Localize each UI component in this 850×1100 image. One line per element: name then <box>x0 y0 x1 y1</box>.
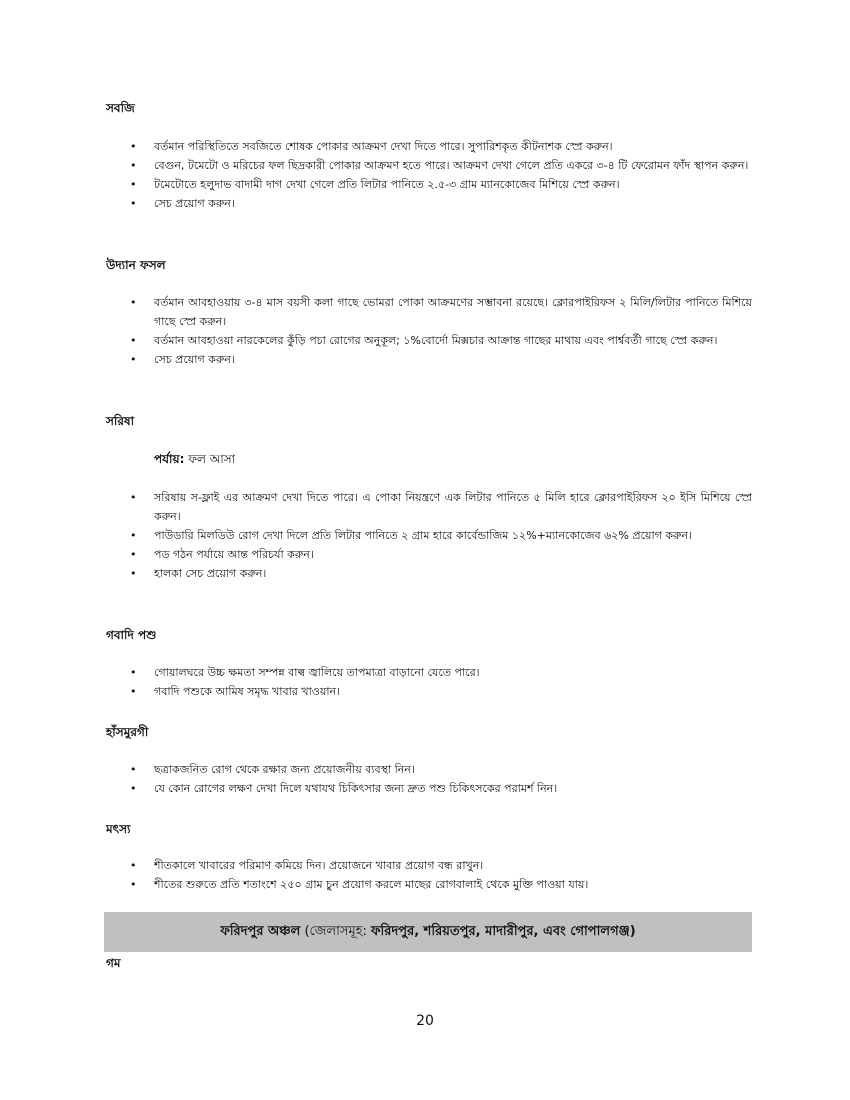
section-heading-fish: মৎস্য <box>106 822 131 836</box>
page-number: 20 <box>416 1013 434 1029</box>
bullet: • <box>130 353 137 366</box>
list-item <box>0 175 752 194</box>
bullet: • <box>130 178 137 191</box>
list-item <box>0 545 752 564</box>
list-item-text: টমেটোতে হলুদাভ বাদামী দাগ দেখা গেলে প্রতি লিটার পানিতে ২.৫-৩ গ্রাম ম্যানকোজেব মিশিয়ে স্প্রে করুন। <box>154 178 620 191</box>
list-item <box>0 760 752 779</box>
bullet: • <box>130 140 137 153</box>
list-item-text: বর্তমান পরিস্থিতিতে সবজিতে শোষক পোকার আক্রমণ দেখা দিতে পারে। সুপারিশকৃত কীটনাশক স্প্রে করুন। <box>154 140 613 153</box>
list-item-text: শীতের শুরুতে প্রতি শতাংশে ২৫০ গ্রাম চুন প্রয়োগ করলে মাছের রোগবালাই থেকে মুক্তি পাওয়া যায়। <box>154 878 589 891</box>
crop-stage-label: পর্যায়: <box>154 452 185 466</box>
bullet: • <box>130 666 137 679</box>
list-item <box>0 350 752 369</box>
list-item-text: বেগুন, টমেটো ও মরিচের ফল ছিদ্রকারী পোকার আক্রমণ হতে পারে। আক্রমণ দেখা গেলে প্রতি একরে ৩-৪ টি ফেরোমন ফাঁদ স্থাপন করুন। <box>154 159 749 172</box>
region-name: ফরিদপুর অঞ্চল <box>220 923 301 939</box>
list-item <box>0 156 752 175</box>
list-item <box>0 779 752 798</box>
bullet: • <box>130 548 137 561</box>
list-item <box>0 293 752 331</box>
bullet: • <box>130 859 137 872</box>
list-item <box>0 564 752 583</box>
bullet: • <box>130 782 137 795</box>
list-item-text: সরিষায় স-ফ্লাই এর আক্রমণ দেখা দিতে পারে। এ পোকা নিয়ন্ত্রণে এক লিটার পানিতে ৫ মিলি হারে ক্লোরপাইরিফস ২০ ইসি মিশিয়ে স্প্রে করুন। <box>154 491 752 523</box>
bullet: • <box>130 197 137 210</box>
list-item-text: সেচ প্রয়োগ করুন। <box>154 353 235 366</box>
list-item-text: যে কোন রোগের লক্ষণ দেখা দিলে যথাযথ চিকিৎসার জন্য দ্রুত পশু চিকিৎসকের পরামর্শ নিন। <box>154 782 558 795</box>
list-item <box>0 526 752 545</box>
section-heading-livestock: গবাদি পশু <box>106 628 157 642</box>
bullet: • <box>130 685 137 698</box>
list-item <box>0 194 752 213</box>
bullet: • <box>130 763 137 776</box>
bullet: • <box>130 296 137 309</box>
list-item <box>0 682 752 701</box>
list-item <box>0 875 752 894</box>
section-heading-vegetables: সবজি <box>106 101 135 115</box>
list-item-text: গবাদি পশুকে আমিষ সমৃদ্ধ খাবার খাওয়ান। <box>154 685 341 698</box>
bullet: • <box>130 334 137 347</box>
section-heading-poultry: হাঁসমুরগী <box>106 725 149 739</box>
list-item <box>0 856 752 875</box>
list-item <box>0 488 752 526</box>
list-item-text: বর্তমান আবহাওয়ায় ৩-৪ মাস বয়সী কলা গাছে ভোমরা পোকা আক্রমণের সম্ভাবনা রয়েছে। ক্লোরপাইরিফস ২ মিলি/লিটার পানিতে মিশিয়ে গাছে স্প্রে করুন। <box>154 296 752 328</box>
region-banner <box>104 912 752 952</box>
poultry-list <box>0 760 850 798</box>
section-heading-mustard: সরিষা <box>106 414 135 428</box>
bullet: • <box>130 567 137 580</box>
list-item-text: ছত্রাকজনিত রোগ থেকে রক্ষার জন্য প্রয়োজনীয় ব্যবস্থা নিন। <box>154 763 415 776</box>
mustard-list <box>0 488 850 583</box>
list-item-text: সেচ প্রয়োগ করুন। <box>154 197 235 210</box>
horticulture-list <box>0 293 850 369</box>
list-item <box>0 663 752 682</box>
list-item-text: হালকা সেচ প্রয়োগ করুন। <box>154 567 267 580</box>
list-item-text: শীতকালে খাবারের পরিমাণ কমিয়ে দিন। প্রয়োজনে খাবার প্রয়োগ বন্ধ রাখুন। <box>154 859 484 872</box>
vegetables-list <box>0 137 850 213</box>
crop-stage <box>154 451 235 471</box>
list-item-text: বর্তমান আবহাওয়া নারকেলের কুঁড়ি পচা রোগের অনুকূল; ১%বোর্দো মিক্সচার আক্রান্ত গাছের মাথায় এবং পার্শ্ববর্তী গাছে স্প্রে করুন। <box>154 334 718 347</box>
bullet: • <box>130 491 137 504</box>
section-heading-wheat: গম <box>106 956 121 970</box>
list-item-text: পড গঠন পর্যায়ে আন্ত পরিচর্যা করুন। <box>154 548 314 561</box>
list-item-text: গোয়ালঘরে উচ্চ ক্ষমতা সম্পন্ন বাল্ব জ্বালিয়ে তাপমাত্রা বাড়ানো যেতে পারে। <box>154 666 480 679</box>
bullet: • <box>130 878 137 891</box>
list-item <box>0 331 752 350</box>
section-heading-horticulture: উদ্যান ফসল <box>106 258 166 272</box>
fish-list <box>0 856 850 894</box>
crop-stage-value: ফল আসা <box>184 452 236 466</box>
bullet: • <box>130 159 137 172</box>
districts-label: (জেলাসমূহ: <box>300 923 372 939</box>
districts-list: ফরিদপুর, শরিয়তপুর, মাদারীপুর, এবং গোপালগঞ্জ) <box>371 923 636 939</box>
list-item <box>0 137 752 156</box>
list-item-text: পাউডারি মিলডিউ রোগ দেখা দিলে প্রতি লিটার পানিতে ২ গ্রাম হারে কার্বেন্ডাজিম ১২%+ম্যানকোজেব ৬২% প্রয়োগ করুন। <box>154 529 692 542</box>
bullet: • <box>130 529 137 542</box>
livestock-list <box>0 663 850 701</box>
